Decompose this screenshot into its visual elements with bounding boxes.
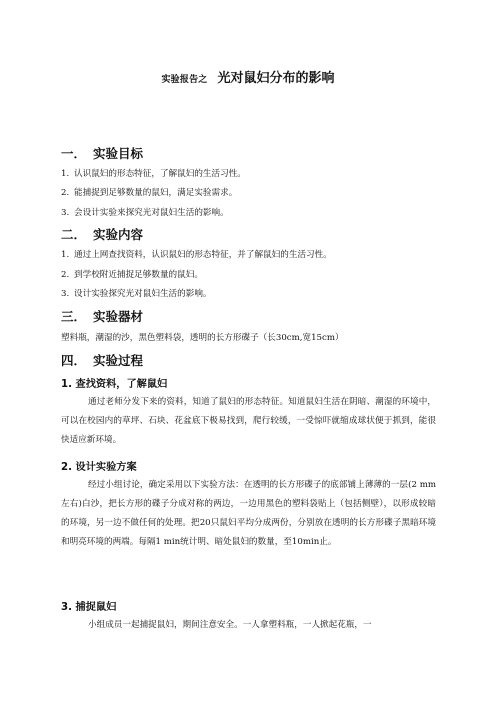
step-heading-3: 3. 捕捉鼠妇 <box>61 602 117 613</box>
item-text: 通过上网查找资料，认识鼠妇的形态特征，并了解鼠妇的生活习性。 <box>74 250 332 260</box>
document-title <box>0 67 496 86</box>
section-title: 实验器材 <box>93 309 144 324</box>
section-title: 实验过程 <box>93 353 144 368</box>
section-number: 一． <box>61 146 87 161</box>
item-number: 1. <box>61 250 70 260</box>
item-text: 认识鼠妇的形态特征，了解鼠妇的生活习性。 <box>74 169 246 179</box>
content-item-3 <box>61 287 212 299</box>
goal-item-3 <box>61 206 229 218</box>
item-number: 3. <box>61 208 70 218</box>
item-number: 3. <box>61 289 70 299</box>
goal-item-2 <box>61 186 237 198</box>
item-text: 会设计实验来探究光对鼠妇生活的影响。 <box>74 208 229 218</box>
item-text: 设计实验探究光对鼠妇生活的影响。 <box>74 289 212 299</box>
item-text: 能捕捉到足够数量的鼠妇，满足实验需求。 <box>74 188 238 198</box>
section-title: 实验内容 <box>93 227 144 242</box>
step-heading-2: 2. 设计实验方案 <box>61 462 137 473</box>
materials-text: 塑料瓶，潮湿的沙，黑色塑料袋，透明的长方形碟子（长30cm,宽15cm） <box>61 333 344 343</box>
content-item-2 <box>61 268 203 280</box>
item-number: 2. <box>61 188 70 198</box>
title-prefix: 实验报告之 <box>161 75 208 85</box>
section-number: 三． <box>61 309 87 324</box>
section-heading-process <box>61 351 143 369</box>
step-paragraph-2: 经过小组讨论，确定采用以下实验方法：在透明的长方形碟子的底部铺上薄薄的一层(2 mm 左右)白沙，把长方形的碟子分成对称的两边，一边用黑色的塑料袋贴上（包括侧壁），以形成较暗的环境，另一边不做任何的处理。把20只鼠妇平均分成两份，分别放在透明的长方形碟子黑暗环境和明亮环境的两端。每隔1 min统计明、暗处鼠妇的数量，至10min止。 <box>61 480 436 547</box>
item-number: 2. <box>61 270 70 280</box>
item-number: 1. <box>61 169 70 179</box>
section-heading-materials <box>61 307 143 325</box>
step-heading-1: 1. 查找资料，了解鼠妇 <box>61 379 168 390</box>
section-number: 四． <box>61 353 87 368</box>
step-paragraph-3: 小组成员一起捕捉鼠妇，期间注意安全。一人拿塑料瓶，一人掀起花瓶，一 <box>88 620 372 630</box>
section-title: 实验目标 <box>93 146 144 161</box>
section-heading-goal <box>61 144 143 162</box>
content-item-1 <box>61 248 332 260</box>
section-heading-content <box>61 225 143 243</box>
item-text: 到学校附近捕捉足够数量的鼠妇。 <box>74 270 203 280</box>
goal-item-1 <box>61 167 246 179</box>
section-number: 二． <box>61 227 87 242</box>
step-paragraph-1: 通过老师分发下来的资料，知道了鼠妇的形态特征。知道鼠妇生活在阴暗、潮湿的环境中，可以在校园内的草坪、石块、花盆底下极易找到，爬行较缓，一受惊吓就缩成球状便于抓到，能很快适应新环境。 <box>61 397 436 445</box>
title-main: 光对鼠妇分布的影响 <box>217 71 335 86</box>
